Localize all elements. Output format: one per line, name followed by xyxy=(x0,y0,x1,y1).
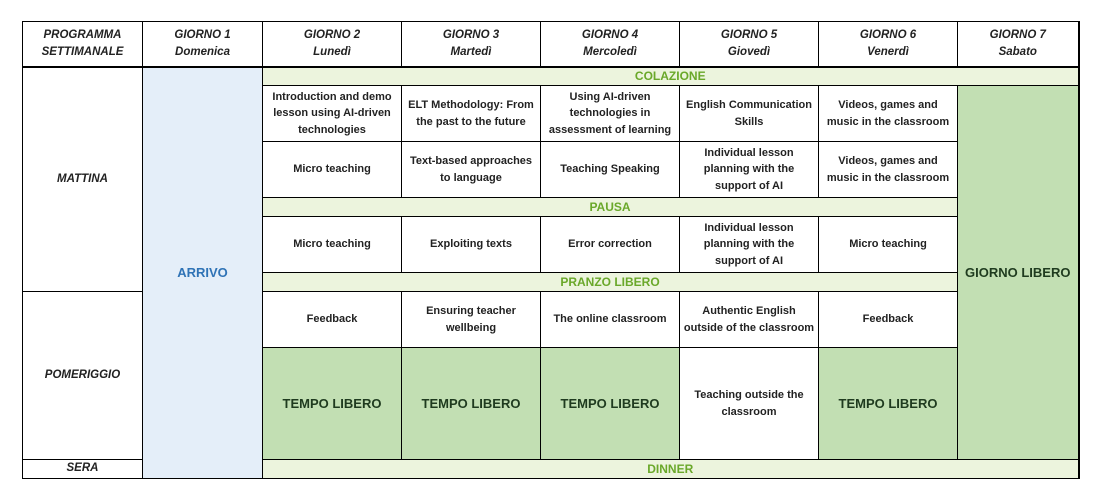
free-time-cell: TEMPO LIBERO xyxy=(819,348,958,460)
dinner-band: DINNER xyxy=(263,460,1079,479)
session-cell: Individual lesson planning with the support of AI xyxy=(680,217,819,273)
day-header-6 xyxy=(819,22,958,67)
session-cell: Videos, games and music in the classroom xyxy=(819,142,958,198)
free-time-cell: TEMPO LIBERO xyxy=(263,348,402,460)
session-cell: ELT Methodology: From the past to the future xyxy=(402,86,541,142)
session-cell: Ensuring teacher wellbeing xyxy=(402,292,541,348)
session-cell: Using AI-driven technologies in assessment of learning xyxy=(541,86,680,142)
day-number: GIORNO 2 xyxy=(303,29,361,42)
session-cell: Videos, games and music in the classroom xyxy=(819,86,958,142)
session-cell: Introduction and demo lesson using AI-driven technologies xyxy=(263,86,402,142)
day-number: GIORNO 7 xyxy=(989,29,1046,42)
day-name: Venerdì xyxy=(867,45,909,58)
session-cell: Micro teaching xyxy=(263,217,402,273)
day-number: GIORNO 3 xyxy=(442,29,500,42)
day-header-2 xyxy=(263,22,402,67)
session-cell: Feedback xyxy=(263,292,402,348)
session-cell: Micro teaching xyxy=(819,217,958,273)
session-cell: Exploiting texts xyxy=(402,217,541,273)
day-name: Martedì xyxy=(450,45,492,58)
table-title-cell xyxy=(23,22,143,67)
session-cell: English Communication Skills xyxy=(680,86,819,142)
session-cell: Micro teaching xyxy=(263,142,402,198)
table-title-line2: SETTIMANALE xyxy=(41,45,124,58)
day-header-7 xyxy=(958,22,1079,67)
session-cell: Authentic English outside of the classroom xyxy=(680,292,819,348)
session-cell: The online classroom xyxy=(541,292,680,348)
day-name: Giovedì xyxy=(727,45,771,58)
breakfast-row xyxy=(23,67,1079,86)
free-time-cell: TEMPO LIBERO xyxy=(541,348,680,460)
day-number: GIORNO 6 xyxy=(859,29,917,42)
day-name: Domenica xyxy=(175,45,230,58)
table-title-line1: PROGRAMMA xyxy=(43,29,122,42)
weekly-schedule-table xyxy=(22,21,1080,479)
arrival-cell: ARRIVO xyxy=(143,67,263,479)
lunch-band: PRANZO LIBERO xyxy=(263,273,958,292)
day-name: Sabato xyxy=(998,45,1037,58)
session-cell: Teaching outside the classroom xyxy=(680,348,819,460)
session-cell: Error correction xyxy=(541,217,680,273)
session-cell: Feedback xyxy=(819,292,958,348)
period-morning: MATTINA xyxy=(23,67,143,292)
session-cell: Text-based approaches to language xyxy=(402,142,541,198)
day-header-3 xyxy=(402,22,541,67)
day-header-4 xyxy=(541,22,680,67)
free-time-cell: TEMPO LIBERO xyxy=(402,348,541,460)
day-name: Lunedì xyxy=(313,45,351,58)
day-name: Mercoledì xyxy=(583,45,637,58)
day-number: GIORNO 4 xyxy=(581,29,639,42)
day-header-5 xyxy=(680,22,819,67)
header-row xyxy=(23,22,1079,67)
day-number: GIORNO 1 xyxy=(174,29,231,42)
breakfast-band: COLAZIONE xyxy=(263,67,1079,86)
session-cell: Teaching Speaking xyxy=(541,142,680,198)
session-cell: Individual lesson planning with the support of AI xyxy=(680,142,819,198)
break-band: PAUSA xyxy=(263,198,958,217)
day-number: GIORNO 5 xyxy=(720,29,778,42)
period-afternoon: POMERIGGIO xyxy=(23,292,143,460)
period-evening: SERA xyxy=(23,460,143,479)
free-day-cell: GIORNO LIBERO xyxy=(958,86,1079,460)
day-header-1 xyxy=(143,22,263,67)
